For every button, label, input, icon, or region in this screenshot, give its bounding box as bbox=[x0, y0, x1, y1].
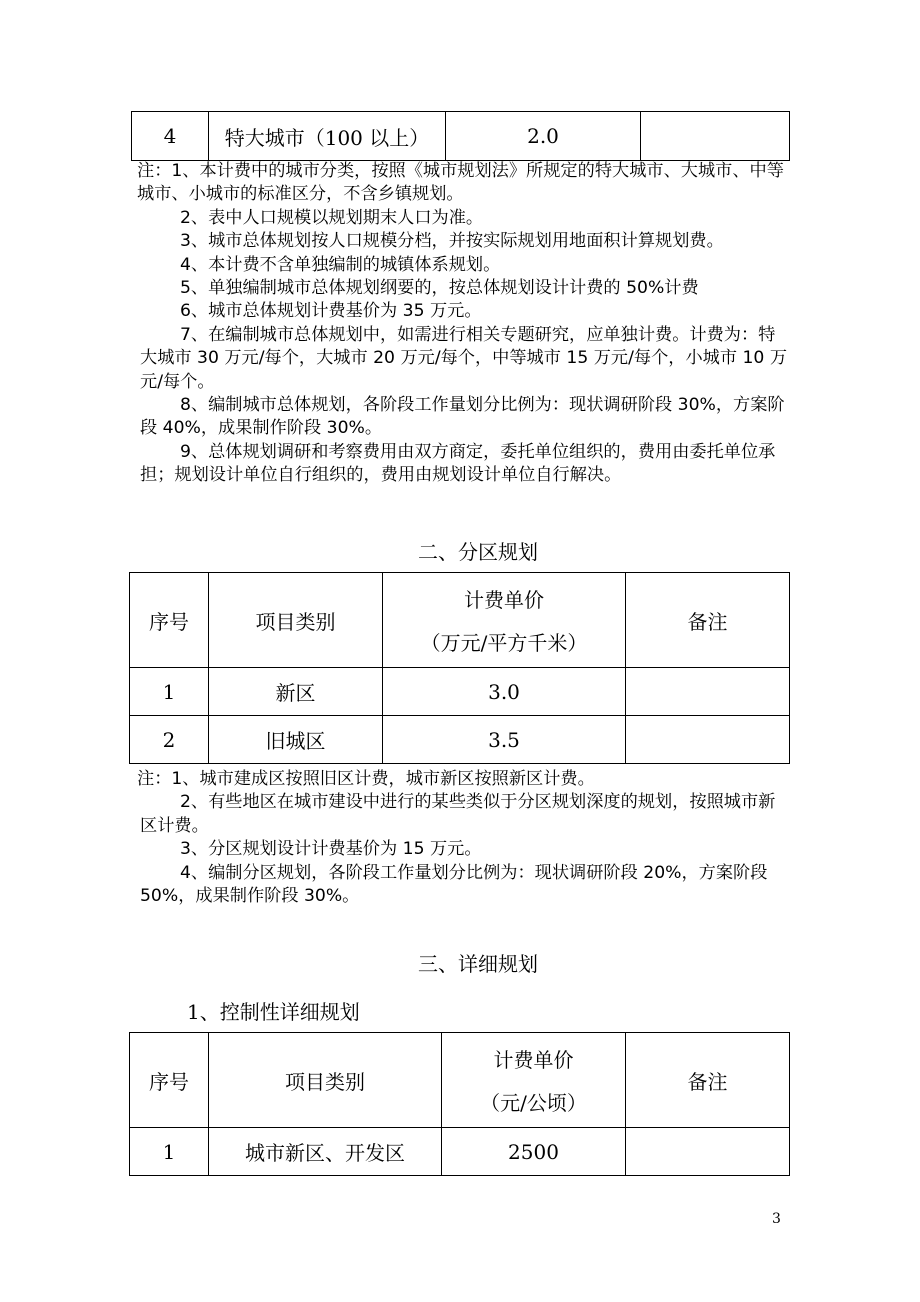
table-header-row bbox=[130, 573, 790, 668]
table-row bbox=[130, 668, 790, 716]
section-title-detailed-planning: 三、详细规划 bbox=[418, 952, 538, 976]
table-row bbox=[130, 1128, 790, 1176]
cell-no: 4 bbox=[132, 112, 209, 161]
header-category: 项目类别 bbox=[209, 1033, 442, 1128]
note-item: 4、本计费不含单独编制的城镇体系规划。 bbox=[180, 254, 501, 275]
cell-remark bbox=[626, 1128, 790, 1176]
cell-remark bbox=[641, 112, 790, 161]
header-no: 序号 bbox=[130, 573, 209, 668]
table-district-planning bbox=[129, 572, 790, 764]
note-item: 4、编制分区规划，各阶段工作量划分比例为：现状调研阶段 20%，方案阶段 50%，成果制作阶段 30%。 bbox=[140, 862, 768, 907]
section-title-district-planning: 二、分区规划 bbox=[418, 540, 538, 564]
note-item: 注：1、城市建成区按照旧区计费，城市新区按照新区计费。 bbox=[137, 769, 595, 789]
cell-category: 新区 bbox=[209, 668, 383, 716]
cell-no: 1 bbox=[130, 1128, 209, 1176]
note-item: 注：1、本计费中的城市分类，按照《城市规划法》所规定的特大城市、大城市、中等城市、小城市的标准区分，不含乡镇规划。 bbox=[137, 161, 784, 205]
header-price-label: 计费单价 bbox=[493, 1048, 574, 1072]
note-item: 7、在编制城市总体规划中，如需进行相关专题研究，应单独计费。计费为：特大城市 30 万元/每个，大城市 20 万元/每个，中等城市 15 万元/每个，小城市 10 万元/每个。 bbox=[140, 324, 788, 392]
cell-price: 2.0 bbox=[446, 112, 641, 161]
note-item: 5、单独编制城市总体规划纲要的，按总体规划设计计费的 50%计费 bbox=[180, 278, 699, 299]
table-regulatory-planning bbox=[129, 1032, 790, 1176]
table-row bbox=[132, 112, 790, 161]
header-price bbox=[442, 1033, 626, 1128]
cell-category: 城市新区、开发区 bbox=[209, 1128, 442, 1176]
cell-no: 1 bbox=[130, 668, 209, 716]
notes-district-planning bbox=[137, 768, 790, 908]
note-item: 9、总体规划调研和考察费用由双方商定，委托单位组织的，费用由委托单位承担；规划设计单位自行组织的，费用由规划设计单位自行解决。 bbox=[140, 441, 776, 486]
header-remark: 备注 bbox=[626, 573, 790, 668]
note-item: 6、城市总体规划计费基价为 35 万元。 bbox=[180, 301, 482, 322]
note-item: 2、有些地区在城市建设中进行的某些类似于分区规划深度的规划，按照城市新区计费。 bbox=[140, 792, 776, 836]
note-item: 8、编制城市总体规划，各阶段工作量划分比例为：现状调研阶段 30%，方案阶段 40%，成果制作阶段 30%。 bbox=[140, 395, 785, 439]
table-city-general-planning bbox=[131, 111, 790, 161]
header-no: 序号 bbox=[130, 1033, 209, 1128]
subsection-title-regulatory-planning: 1、控制性详细规划 bbox=[187, 1000, 360, 1024]
header-price-unit: （万元/平方千米） bbox=[420, 631, 588, 655]
cell-price: 3.5 bbox=[383, 716, 626, 764]
header-price-unit: （元/公顷） bbox=[480, 1091, 587, 1115]
cell-price: 2500 bbox=[442, 1128, 626, 1176]
table-row bbox=[130, 716, 790, 764]
header-price bbox=[383, 573, 626, 668]
notes-city-planning bbox=[137, 160, 790, 488]
cell-price: 3.0 bbox=[383, 668, 626, 716]
cell-remark bbox=[626, 668, 790, 716]
note-item: 3、城市总体规划按人口规模分档，并按实际规划用地面积计算规划费。 bbox=[180, 231, 724, 252]
cell-no: 2 bbox=[130, 716, 209, 764]
cell-category: 旧城区 bbox=[209, 716, 383, 764]
note-item: 3、分区规划设计计费基价为 15 万元。 bbox=[180, 839, 482, 860]
header-category: 项目类别 bbox=[209, 573, 383, 668]
header-remark: 备注 bbox=[626, 1033, 790, 1128]
table-header-row bbox=[130, 1033, 790, 1128]
cell-category: 特大城市（100 以上） bbox=[209, 112, 446, 161]
note-item: 2、表中人口规模以规划期末人口为准。 bbox=[180, 207, 484, 228]
page-number: 3 bbox=[772, 1211, 781, 1227]
cell-remark bbox=[626, 716, 790, 764]
header-price-label: 计费单价 bbox=[464, 588, 544, 612]
